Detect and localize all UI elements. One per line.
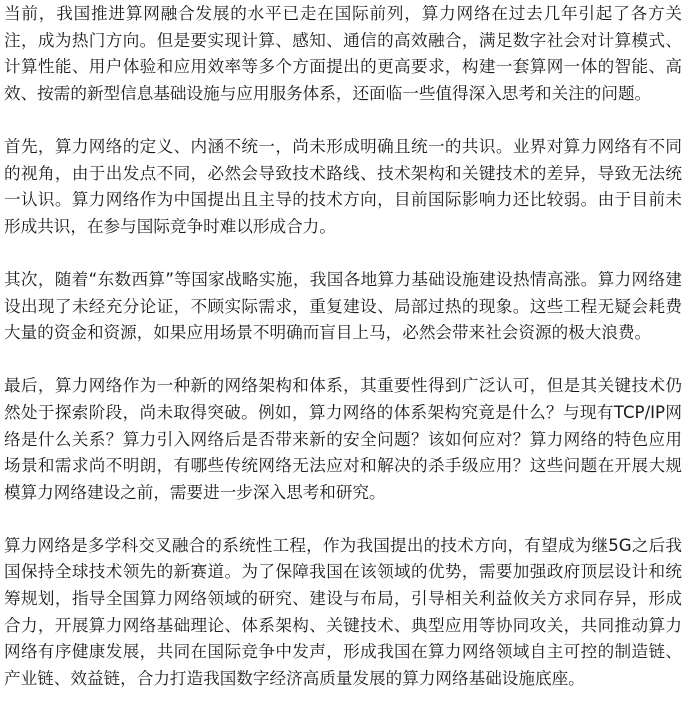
paragraph-intro: 当前，我国推进算网融合发展的水平已走在国际前列，算力网络在过去几年引起了各方关注，成为热门方向。但是要实现计算、感知、通信的高效融合，满足数字社会对计算模式、计算性能、用户体验和应用效率等多个方面提出的更高要求，构建一套算网一体的智能、高效、按需的新型信息基础设施与应用服务体系，还面临一些值得深入思考和关注的问题。 <box>4 4 682 103</box>
paragraph-third-issue: 最后，算力网络作为一种新的网络架构和体系，其重要性得到广泛认可，但是其关键技术仍然处于探索阶段，尚未取得突破。例如，算力网络的体系架构究竟是什么？与现有TCP/IP网络是什么关系？算力引入网络后是否带来新的安全问题？该如何应对？算力网络的特色应用场景和需求尚不明朗，有哪些传统网络无法应对和解决的杀手级应用？这些问题在开展大规模算力网络建设之前，需要进一步深入思考和研究。 <box>4 376 682 502</box>
paragraph-second-issue: 其次，随着“东数西算”等国家战略实施，我国各地算力基础设施建设热情高涨。算力网络建设出现了未经充分论证，不顾实际需求，重复建设、局部过热的现象。这些工程无疑会耗费大量的资金和资源，如果应用场景不明确而盲目上马，必然会带来社会资源的极大浪费。 <box>4 269 682 343</box>
paragraph-first-issue: 首先，算力网络的定义、内涵不统一，尚未形成明确且统一的共识。业界对算力网络有不同的视角，由于出发点不同，必然会导致技术路线、技术架构和关键技术的差异，导致无法统一认识。算力网络作为中国提出且主导的技术方向，目前国际影响力还比较弱。由于目前未形成共识，在参与国际竞争时难以形成合力。 <box>4 136 682 236</box>
paragraph-conclusion: 算力网络是多学科交叉融合的系统性工程，作为我国提出的技术方向，有望成为继5G之后我国保持全球技术领先的新赛道。为了保障我国在该领域的优势，需要加强政府顶层设计和统筹规划，指导全国算力网络领域的研究、建设与布局，引导相关利益攸关方求同存异，形成合力，开展算力网络基础理论、体系架构、关键技术、典型应用等协同攻关，共同推动算力网络有序健康发展，共同在国际竞争中发声，形成我国在算力网络领域自主可控的制造链、产业链、效益链，合力打造我国数字经济高质量发展的算力网络基础设施底座。 <box>4 535 682 688</box>
